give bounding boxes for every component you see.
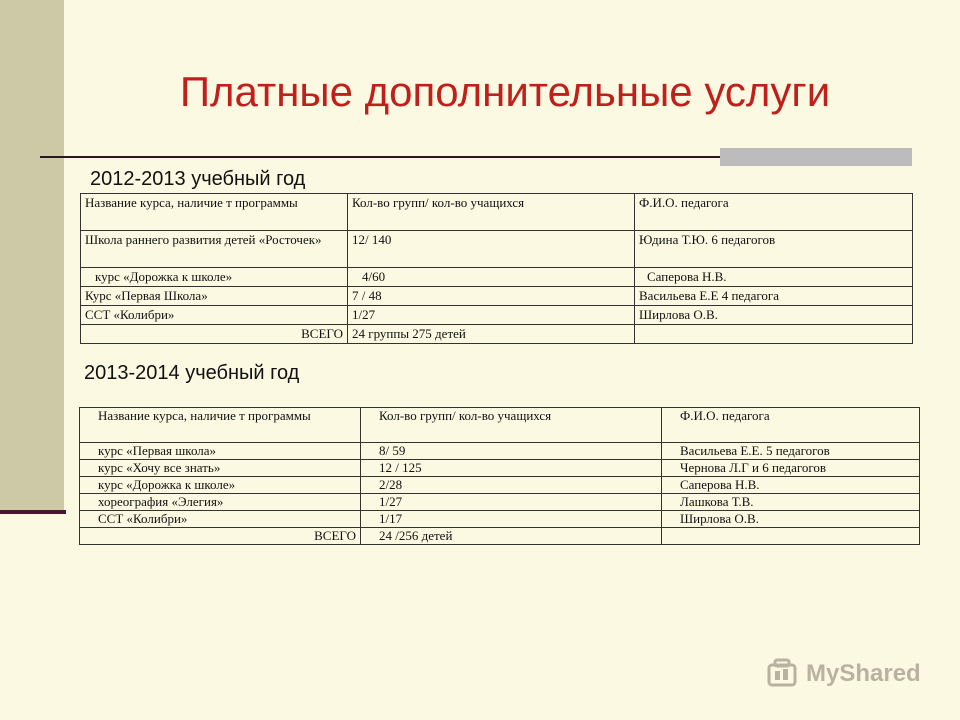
cell-teacher: Васильева Е.Е. 5 педагогов [662, 443, 920, 460]
cell-groups: 1/27 [348, 306, 635, 325]
cell-course: ССТ «Колибри» [80, 511, 361, 528]
cell-teacher: Ширлова О.В. [662, 511, 920, 528]
cell-teacher: Саперова Н.В. [662, 477, 920, 494]
section-year-2012: 2012-2013 учебный год [90, 168, 306, 190]
header-course: Название курса, наличие т программы [81, 194, 348, 231]
cell-teacher: Лашкова Т.В. [662, 494, 920, 511]
header-course: Название курса, наличие т программы [80, 408, 361, 443]
cell-course: курс «Дорожка к школе» [81, 268, 348, 287]
table-total-row [80, 528, 920, 545]
cell-groups: 2/28 [361, 477, 662, 494]
header-teacher: Ф.И.О. педагога [662, 408, 920, 443]
cell-course: курс «Хочу все знать» [80, 460, 361, 477]
myshared-watermark[interactable] [766, 656, 936, 692]
decor-grey-bar [720, 148, 912, 166]
table-row [81, 268, 913, 287]
total-label: ВСЕГО [81, 325, 348, 344]
total-empty-cell [635, 325, 913, 344]
table-row [81, 231, 913, 268]
cell-teacher: Саперова Н.В. [635, 268, 913, 287]
cell-teacher: Юдина Т.Ю. 6 педагогов [635, 231, 913, 268]
header-groups: Кол-во групп/ кол-во учащихся [348, 194, 635, 231]
total-empty-cell [662, 528, 920, 545]
table-row [80, 460, 920, 477]
services-table-2013 [79, 407, 920, 545]
cell-groups: 12/ 140 [348, 231, 635, 268]
cell-groups: 1/27 [361, 494, 662, 511]
cell-teacher: Чернова Л.Г и 6 педагогов [662, 460, 920, 477]
total-value: 24 группы 275 детей [348, 325, 635, 344]
myshared-logo-icon [766, 656, 802, 692]
cell-teacher: Васильева Е.Е 4 педагога [635, 287, 913, 306]
table-row [80, 477, 920, 494]
services-table-2012 [80, 193, 913, 344]
header-teacher: Ф.И.О. педагога [635, 194, 913, 231]
total-value: 24 /256 детей [361, 528, 662, 545]
watermark-text: MyShared [806, 660, 921, 687]
cell-course: курс «Дорожка к школе» [80, 477, 361, 494]
cell-groups: 12 / 125 [361, 460, 662, 477]
cell-course: Курс «Первая Школа» [81, 287, 348, 306]
table-row [81, 287, 913, 306]
table-row [80, 494, 920, 511]
cell-teacher: Ширлова О.В. [635, 306, 913, 325]
cell-groups: 1/17 [361, 511, 662, 528]
table-row [80, 511, 920, 528]
table-row [80, 443, 920, 460]
cell-course: ССТ «Колибри» [81, 306, 348, 325]
table-total-row [81, 325, 913, 344]
cell-groups: 7 / 48 [348, 287, 635, 306]
table-header-row [80, 408, 920, 443]
total-label: ВСЕГО [80, 528, 361, 545]
cell-course: Школа раннего развития детей «Росточек» [81, 231, 348, 268]
cell-course: хореография «Элегия» [80, 494, 361, 511]
table-header-row [81, 194, 913, 231]
cell-course: курс «Первая школа» [80, 443, 361, 460]
cell-groups: 4/60 [348, 268, 635, 287]
left-decor-underline [0, 510, 66, 514]
header-groups: Кол-во групп/ кол-во учащихся [361, 408, 662, 443]
table-row [81, 306, 913, 325]
section-year-2013: 2013-2014 учебный год [84, 362, 300, 384]
page-title: Платные дополнительные услуги [179, 68, 831, 115]
cell-groups: 8/ 59 [361, 443, 662, 460]
